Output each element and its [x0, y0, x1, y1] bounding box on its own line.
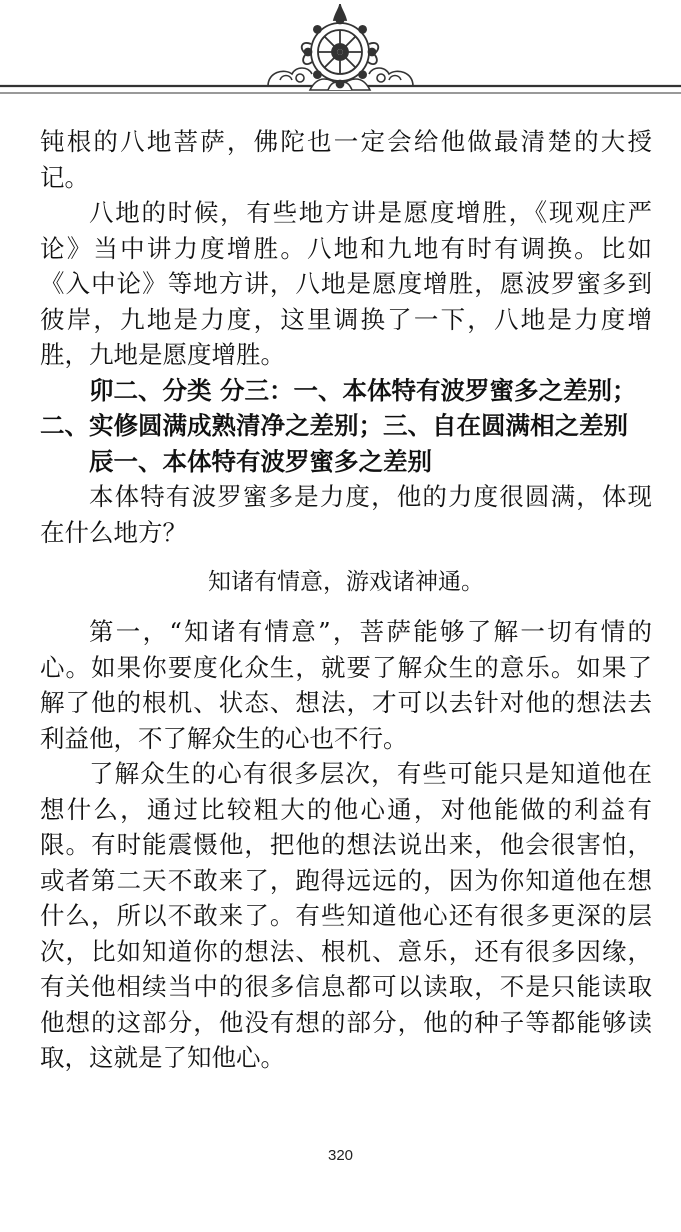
page-header: [0, 0, 681, 110]
paragraph-5: 了解众生的心有很多层次，有些可能只是知道他在想什么，通过比较粗大的他心通，对他能做的利益有限。有时能震慑他，把他的想法说出来，他会很害怕，或者第二天不敢来了，跑得远远的，因为你知道他在想什么，所以不敢来了。有些知道他心还有很多更深的层次，比如知道你的想法、根机、意乐，还有很多因缘，有关他相续当中的很多信息都可以读取，不是只能读取他想的这部分，他没有想的部分，他的种子等都能够读取，这就是了知他心。: [40, 759, 652, 1072]
section-heading-2: 辰一、本体特有波罗蜜多之差别: [89, 446, 432, 476]
paragraph-2: 八地的时候，有些地方讲是愿度增胜，《现观庄严论》当中讲力度增胜。八地和九地有时有调换。比如《入中论》等地方讲，八地是愿度增胜，愿波罗蜜多到彼岸，九地是力度，这里调换了一下，八地是力度增胜，九地是愿度增胜。: [40, 198, 652, 369]
page-content: [40, 124, 652, 1076]
paragraph-4: 第一，“知诸有情意”，菩萨能够了解一切有情的心。如果你要度化众生，就要了解众生的意乐。如果了解了他的根机、状态、想法，才可以去针对他的想法去利益他，不了解众生的心也不行。: [40, 617, 652, 753]
page-number: 320: [327, 1147, 354, 1164]
verse-line: 知诸有情意，游戏诸神通。: [208, 569, 484, 595]
header-ornament: [0, 0, 681, 110]
section-heading-1: 卯二、分类 分三：一、本体特有波罗蜜多之差别；二、实修圆满成熟清净之差别；三、自在圆满相之差别: [40, 375, 637, 440]
paragraph-3: 本体特有波罗蜜多是力度，他的力度很圆满，体现在什么地方？: [40, 482, 652, 547]
left-cloud-icon: [268, 68, 312, 86]
right-cloud-icon: [369, 68, 413, 86]
dharma-wheel-icon: [302, 4, 379, 88]
paragraph-1: 钝根的八地菩萨，佛陀也一定会给他做最清楚的大授记。: [40, 127, 652, 192]
